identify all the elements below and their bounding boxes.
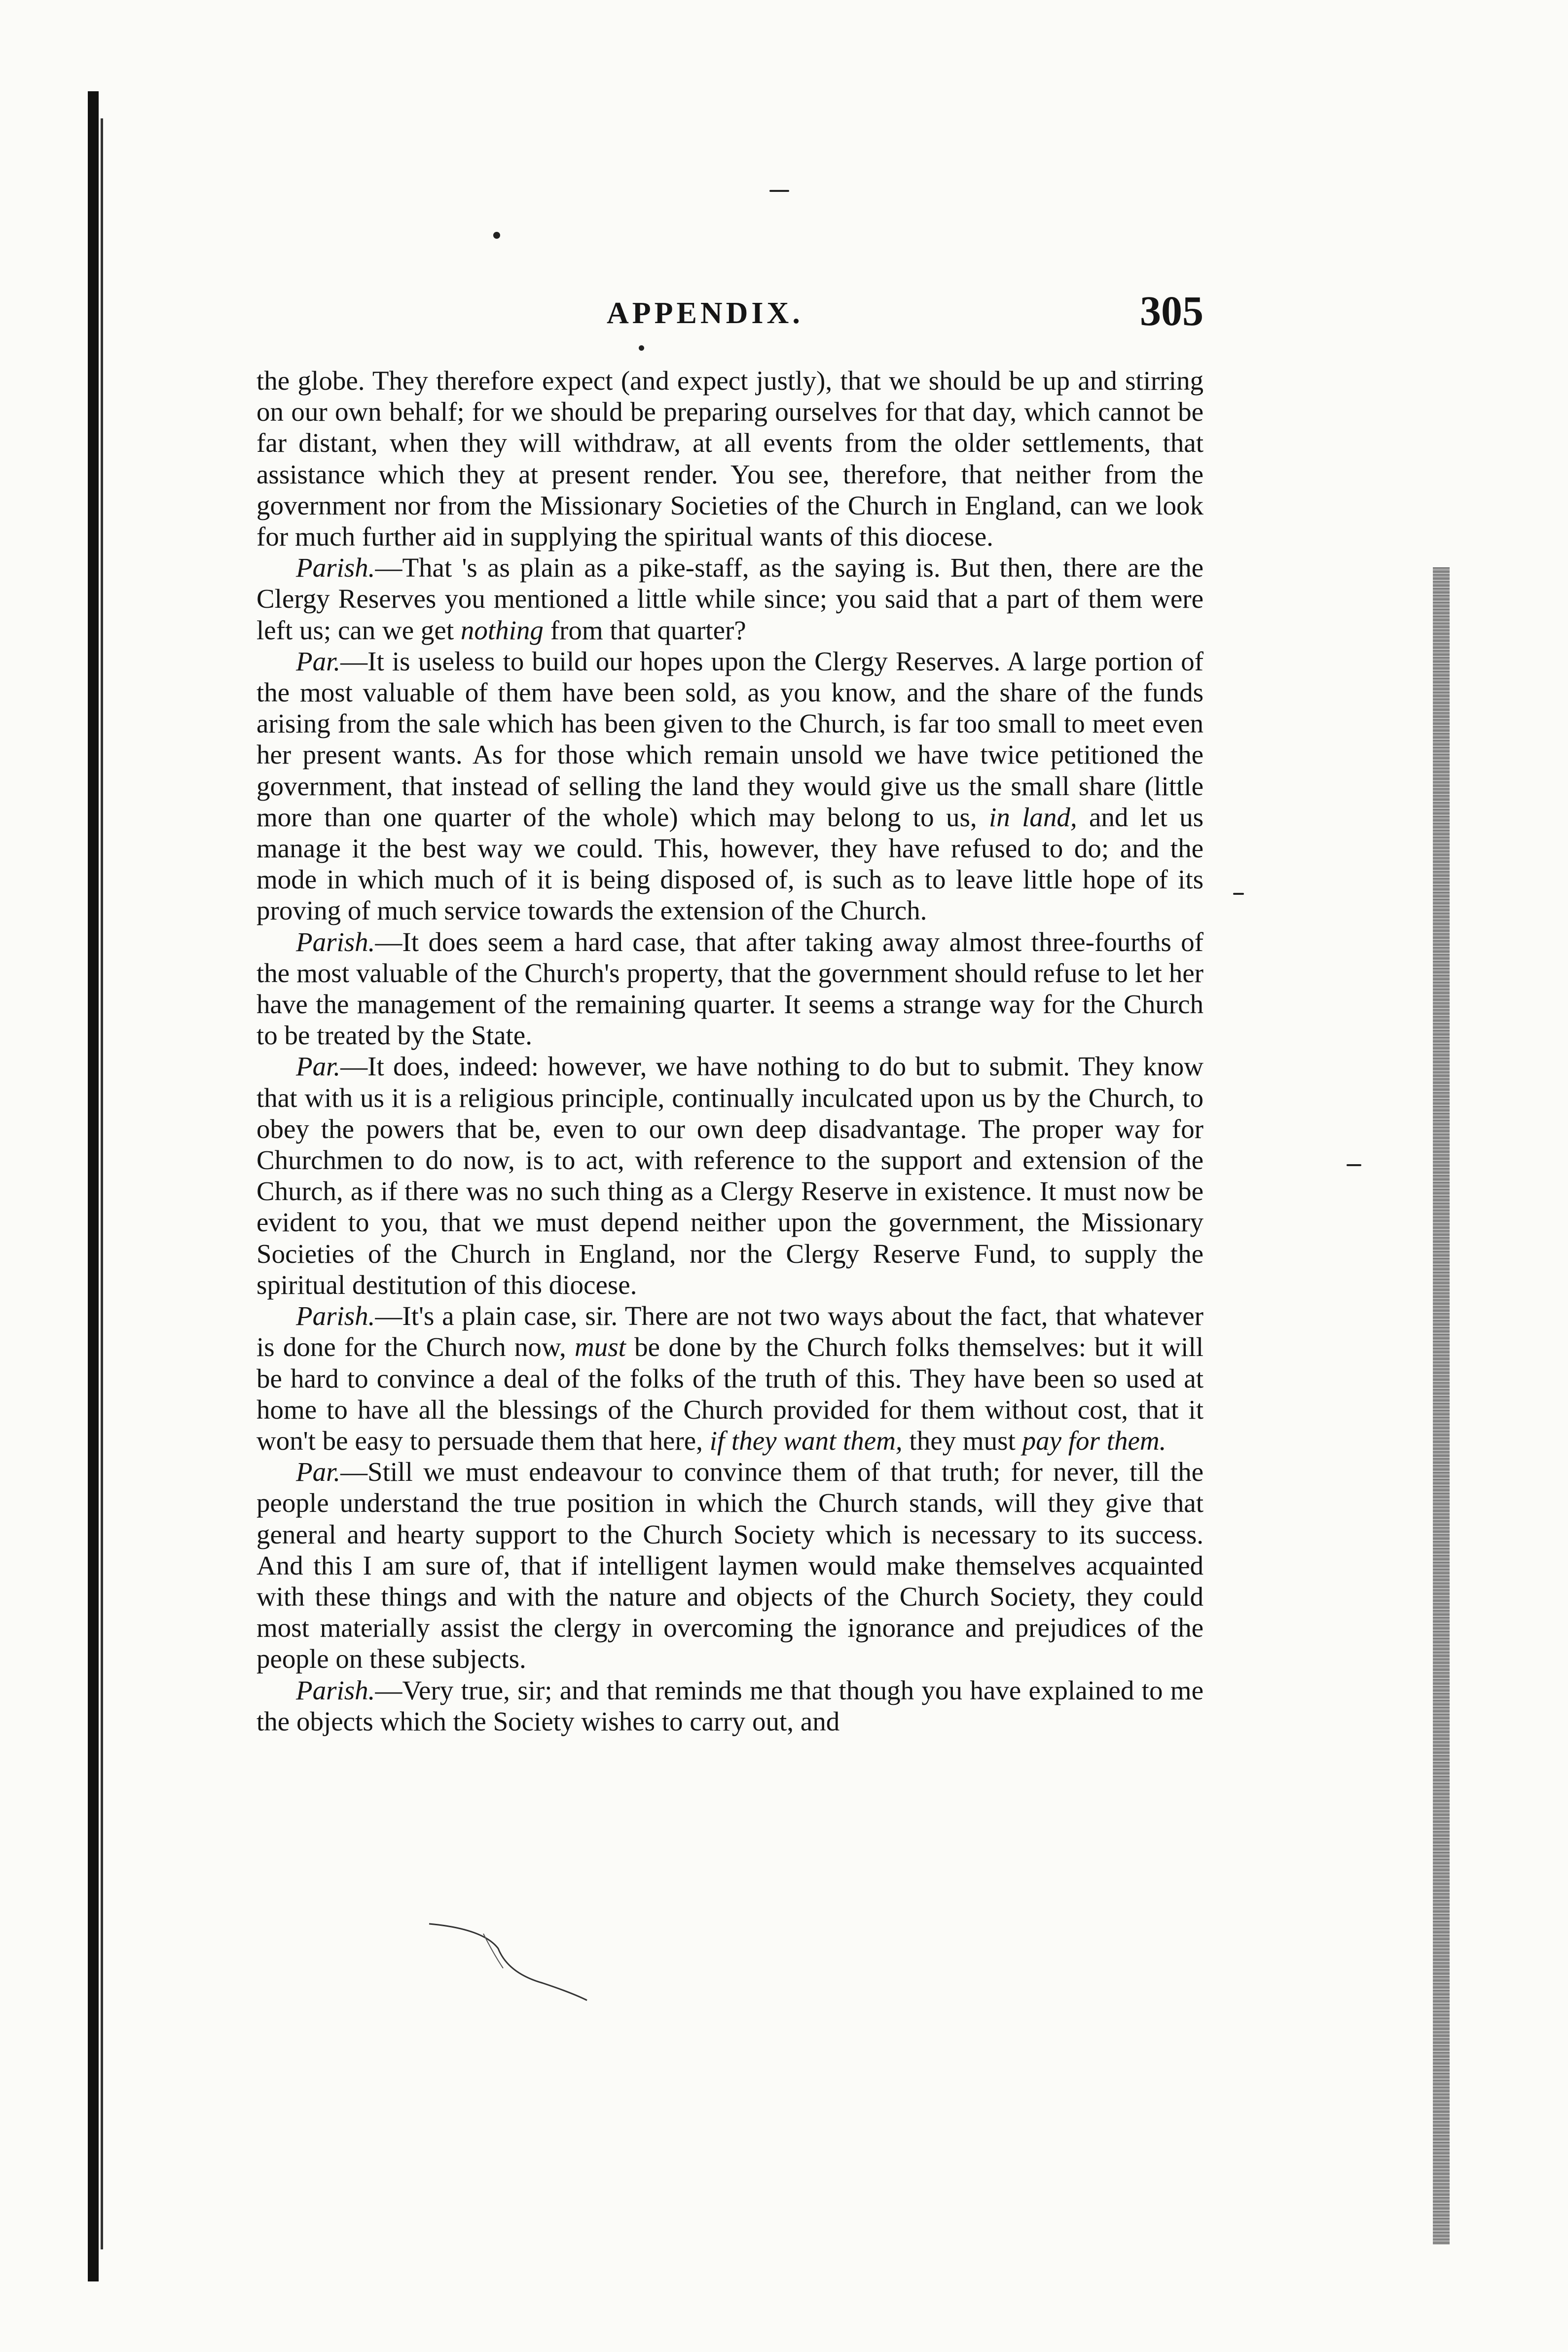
paragraph-text: —It is useless to build our hopes upon the Clergy Reserves. A large portion of the most valuable of them have been sold, as you know, and the share of the funds arising from the sale which has been given to the Church, is far too small to meet even her present wants. As for those which remain unsold we have twice petitioned the government, that instead of selling the land they would give us the small share (little more than one quarter of the whole) which may belong to us, — [256, 646, 1203, 832]
speaker-name: Parish. — [296, 1675, 375, 1705]
speaker-name: Parish. — [296, 1301, 375, 1331]
paragraph — [256, 926, 1203, 1051]
ink-speck — [493, 232, 500, 239]
speaker-name: Par. — [296, 1051, 341, 1082]
paragraph-text: be done by the Church folks themselves: but it will be hard to convince a deal of the folks of the truth of this. They have been so used at home to have all the blessings of the Church provided for them without cost, that it won't be easy to persuade them that here, — [256, 1332, 1204, 1456]
emphasis-text: pay for them. — [1022, 1425, 1167, 1456]
page-header — [256, 286, 1203, 340]
paragraph-text: —It does, indeed: however, we have nothing to do but to submit. They know that with us it is a religious principle, continually inculcated upon us by the Church, to obey the powers that be, even to our own deep disadvantage. The proper way for Churchmen to do now, is to act, with reference to the support and extension of the Church, as if there was no such thing as a Clergy Reserve in existence. It must now be evident to you, that we must depend neither upon the government, the Missionary Societies of the Church in England, nor the Clergy Reserve Fund, to supply the spiritual destitution of this diocese. — [256, 1051, 1203, 1300]
ink-speck — [1233, 893, 1244, 895]
paragraph — [256, 1300, 1203, 1456]
paragraph — [256, 646, 1203, 926]
paragraph — [256, 552, 1203, 646]
paragraph-text: —Still we must endeavour to convince them of that truth; for never, till the people understand the true position in which the Church stands, will they give that general and hearty support to the Church Society which is necessary to its success. And this I am sure of, that if intelligent laymen would make themselves acquainted with these things and with the nature and objects of the Church Society, they could most materially assist the clergy in overcoming the ignorance and prejudices of the people on these subjects. — [256, 1457, 1203, 1674]
ink-speck — [1347, 1164, 1361, 1166]
binding-shadow — [88, 91, 99, 2281]
speaker-name: Par. — [296, 1457, 341, 1487]
paragraph-text: —It does seem a hard case, that after taking away almost three-fourths of the most valuable of the Church's property, that the government should refuse to let her have the management of the remaining quarter. It seems a strange way for the Church to be treated by the State. — [256, 926, 1203, 1051]
emphasis-text: nothing — [460, 615, 544, 645]
page-edge-shadow — [1433, 567, 1450, 2244]
emphasis-text: in land, — [989, 802, 1077, 832]
speaker-name: Parish. — [296, 552, 375, 583]
body-text — [256, 365, 1203, 1737]
ink-speck — [639, 345, 644, 351]
emphasis-text: must — [575, 1332, 626, 1362]
paragraph-text: and let us manage it the best way we could. This, however, they have refused to do; and the mode in which much of it is being disposed of, is such as to leave little hope of its proving of much service towards the extension of the Church. — [256, 802, 1204, 926]
pencil-mark — [424, 1919, 602, 2003]
paragraph — [256, 1051, 1203, 1300]
emphasis-text: if they want them, — [709, 1425, 903, 1456]
paragraph-text: —Very true, sir; and that reminds me that though you have explained to me the objects which the Society wishes to carry out, and — [256, 1675, 1203, 1736]
speaker-name: Par. — [296, 646, 341, 676]
paragraph-text: —It's a plain case, sir. There are not two ways about the fact, that whatever is done for the Church now, — [256, 1301, 1203, 1362]
paragraph-text: the globe. They therefore expect (and expect justly), that we should be up and stirring on our own behalf; for we should be preparing ourselves for that day, which cannot be far distant, when they will withdraw, at all events from the older settlements, that assistance which they at present render. You see, therefore, that neither from the government nor from the Missionary Societies of the Church in England, can we look for much further aid in supplying the spiritual wants of this diocese. — [256, 366, 1203, 552]
ink-speck — [769, 190, 789, 192]
paragraph-text: they must — [902, 1425, 1022, 1456]
running-head: APPENDIX. — [607, 296, 803, 330]
page-number: 305 — [1140, 287, 1203, 334]
paragraph — [256, 1456, 1203, 1674]
paragraph-text: from that quarter? — [543, 615, 746, 645]
paragraph — [256, 1675, 1203, 1737]
speaker-name: Parish. — [296, 926, 375, 957]
paragraph-text: —That 's as plain as a pike-staff, as the saying is. But then, there are the Clergy Reserves you mentioned a little while since; you said that a part of them were left us; can we get — [256, 552, 1203, 645]
binding-shadow-line — [101, 118, 103, 2249]
paragraph — [256, 365, 1203, 552]
